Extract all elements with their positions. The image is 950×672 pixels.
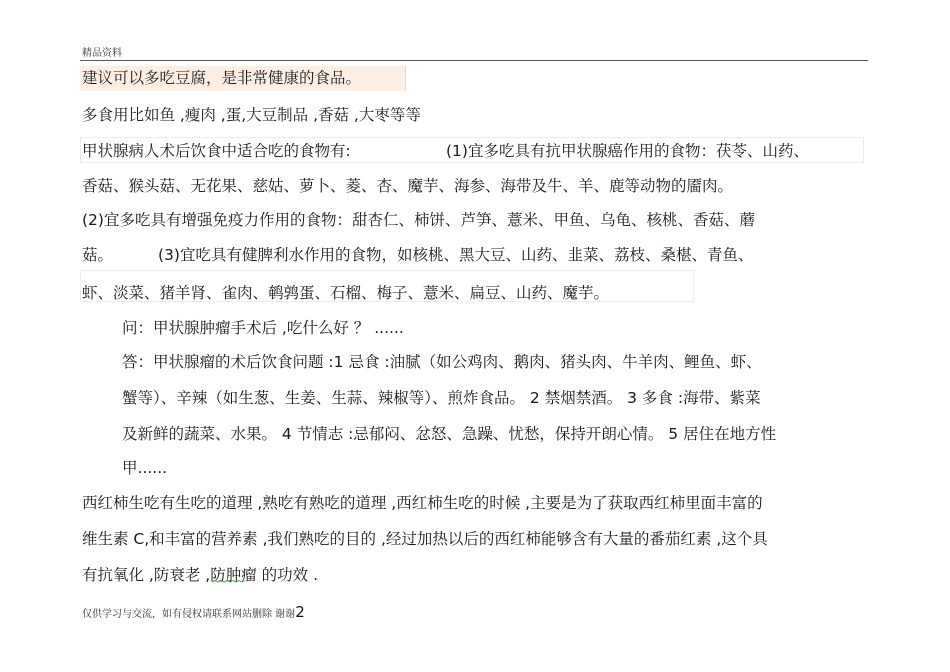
paragraph-line-13: 西红柿生吃有生吃的道理 ,熟吃有熟吃的道理 ,西红柿生吃的时候 ,主要是为了获取西红柿里面丰富的 [82,494,763,512]
paragraph-line-7: 虾、淡菜、猪羊肾、雀肉、鹌鹑蛋、石榴、梅子、薏米、扁豆、山药、魔芋。 [82,284,610,302]
paragraph-line-1: 建议可以多吃豆腐，是非常健康的食品。 [82,69,362,87]
page-number: 2 [295,603,305,621]
answer-line-2: 蟹等）、辛辣（如生葱、生姜、生蒜、辣椒等）、煎炸食品。 2 禁烟禁酒。 3 多食 :海带、紫菜 [122,389,761,407]
answer-line-4: 甲...... [122,459,168,477]
paragraph-line-6a: 菇。 [82,246,114,264]
paragraph-line-5: (2)宜多吃具有增强免疫力作用的食物：甜杏仁、柿饼、芦笋、薏米、甲鱼、乌龟、核桃、香菇、蘑 [82,211,755,229]
paragraph-line-3b: (1)宜多吃具有抗甲状腺癌作用的食物：茯苓、山药、 [446,142,809,160]
question-line: 问：甲状腺肿瘤手术后 ,吃什么好 ？ ...... [122,319,404,337]
paragraph-line-14: 维生素 C,和丰富的营养素 ,我们熟吃的目的 ,经过加热以后的西红柿能够含有大量的番茄红素 ,这个具 [82,530,768,548]
paragraph-line-4: 香菇、猴头菇、无花果、慈姑、萝卜、菱、杏、魔芋、海参、海带及牛、羊、鹿等动物的靥肉。 [82,177,734,195]
answer-line-3: 及新鲜的蔬菜、水果。 4 节情志 :忌郁闷、忿怒、急躁、忧愁，保持开朗心情。 5 居住在地方性 [122,425,777,443]
paragraph-line-3a: 甲状腺病人术后饮食中适合吃的食物有: [82,142,351,160]
footer-text: 仅供学习与交流，如有侵权请联系网站删除 谢谢 [82,609,296,620]
paragraph-line-2: 多食用比如鱼 ,瘦肉 ,蛋,大豆制品 ,香菇 ,大枣等等 [82,106,421,124]
footer [82,603,305,621]
paragraph-line-15: 有抗氧化 ,防衰老 ,防肿瘤 的功效 . [82,566,318,584]
paragraph-line-6b: (3)宜吃具有健脾利水作用的食物，如核桃、黑大豆、山药、韭菜、荔枝、桑椹、青鱼、 [158,246,754,264]
header-label: 精品资料 [82,48,122,59]
answer-line-1: 答：甲状腺瘤的术后饮食问题 :1 忌食 :油腻（如公鸡肉、鹅肉、猪头肉、牛羊肉、鲤鱼、虾、 [122,353,762,371]
spellcheck-underline [212,580,246,583]
header-rule [80,60,868,61]
